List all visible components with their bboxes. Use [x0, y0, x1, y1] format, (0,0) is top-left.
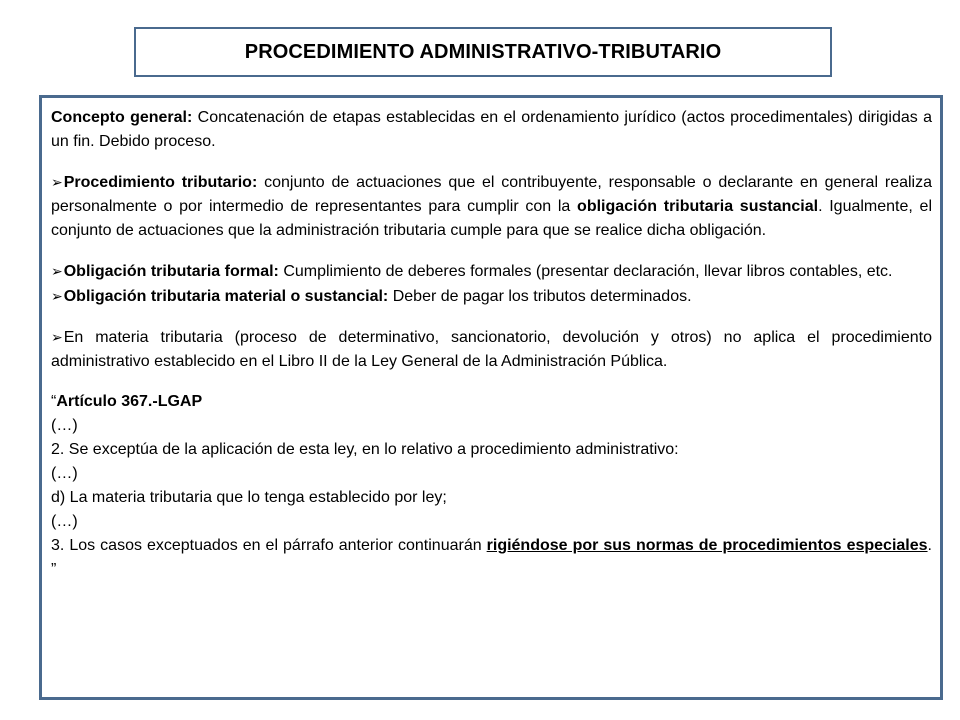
- arrow-bullet-icon: ➢: [51, 288, 63, 304]
- arrow-bullet-icon: ➢: [51, 174, 63, 190]
- bullet-text: En materia tributaria (proceso de determinativo, sancionatorio, devolución y otros) no aplica el procedimiento administrativo establecido en el Libro II de la Ley General de la Administración Pública.: [51, 329, 932, 370]
- page-title: PROCEDIMIENTO ADMINISTRATIVO-TRIBUTARIO: [244, 40, 722, 63]
- bullet-text: conjunto de actuaciones que el contribuyente, responsable o declarante en general realiza personalmente o por intermedio de representantes para cumplir con la: [51, 174, 933, 215]
- inciso-3-text: 3. Los casos exceptuados en el párrafo anterior continuarán: [51, 537, 487, 554]
- title-box: [134, 27, 832, 77]
- open-quote: “: [51, 393, 57, 410]
- concepto-label: Concepto general:: [51, 109, 193, 126]
- inciso-3-underlined: rigiéndose por sus normas de procedimientos especiales: [486, 537, 928, 554]
- articulo-heading: [51, 390, 932, 414]
- bullet-material: [51, 284, 932, 309]
- arrow-bullet-icon: ➢: [51, 263, 63, 279]
- arrow-bullet-icon: ➢: [51, 329, 63, 345]
- ellipsis-3: (…): [51, 513, 78, 530]
- inciso-3-end: . ”: [51, 537, 932, 578]
- articulo-inciso-2: 2. Se exceptúa de la aplicación de esta ley, en lo relativo a procedimiento administrativo:: [51, 441, 679, 458]
- bullet-text-cont: . Igualmente, el conjunto de actuaciones que la administración tributaria cumple para que se realice dicha obligación.: [51, 198, 933, 239]
- articulo-title: Artículo 367.-LGAP: [56, 393, 203, 410]
- ellipsis-1: (…): [51, 417, 78, 434]
- bullet-bold-text: obligación tributaria sustancial: [577, 198, 819, 215]
- bullet-label: Obligación tributaria formal:: [63, 263, 279, 280]
- bullet-materia-tributaria: [51, 325, 932, 374]
- bullet-formal: [51, 259, 932, 284]
- bullet-text: Cumplimiento de deberes formales (presentar declaración, llevar libros contables, etc.: [278, 263, 893, 280]
- bullet-procedimiento: [51, 170, 932, 243]
- bullet-label: Procedimiento tributario:: [63, 174, 258, 191]
- concepto-paragraph: [51, 106, 932, 154]
- articulo-inciso-d: d) La materia tributaria que lo tenga establecido por ley;: [51, 489, 447, 506]
- content-box: [39, 95, 943, 700]
- articulo-inciso-3: [51, 534, 932, 582]
- bullet-text: Deber de pagar los tributos determinados.: [388, 288, 692, 305]
- ellipsis-2: (…): [51, 465, 78, 482]
- bullet-label: Obligación tributaria material o sustancial:: [63, 288, 389, 305]
- concepto-text: Concatenación de etapas establecidas en el ordenamiento jurídico (actos procedimentales) dirigidas a un fin. Debido proceso.: [51, 109, 932, 150]
